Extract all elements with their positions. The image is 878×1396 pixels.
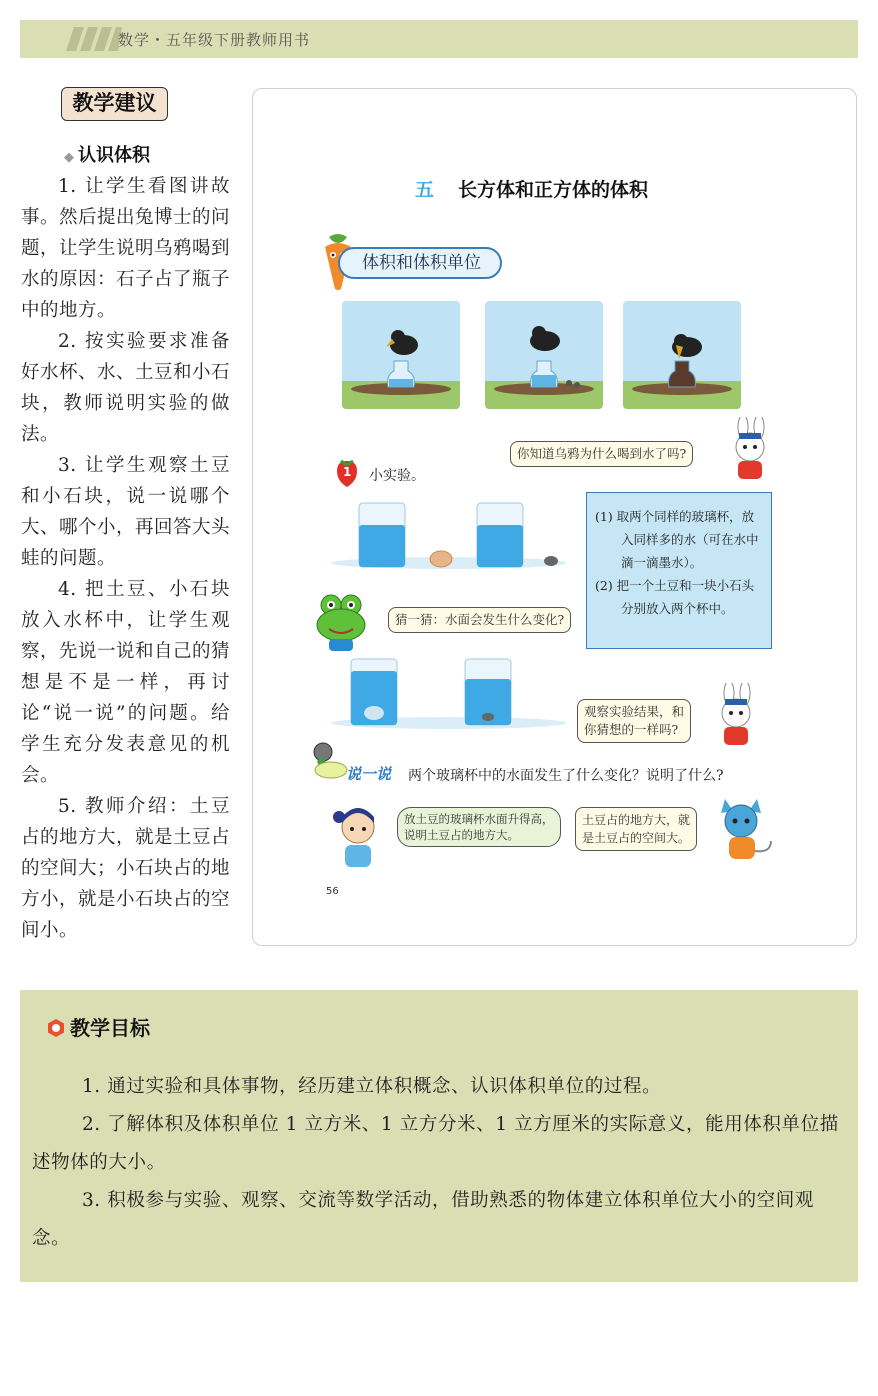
frog-mascot-icon	[313, 591, 369, 653]
speech-bubble-girl	[397, 807, 561, 847]
teaching-suggestion-tag: 教学建议	[61, 87, 168, 121]
bubble-line: 说明土豆占的地方大。	[404, 828, 519, 842]
rabbit-doctor-icon	[725, 417, 775, 485]
experiment-label: 小实验。	[369, 468, 425, 484]
teaching-goals-box	[20, 990, 858, 1282]
suggestion-paragraph: 4. 把土豆、小石块放入水杯中，让学生观察，先说一说和自己的猜想是不是一样，再讨论“说一说”的问题。给学生充分发表意见的机会。	[21, 579, 231, 786]
cups-after-experiment	[329, 655, 569, 735]
diamond-icon: ◆	[64, 150, 74, 165]
discussion-question: 两个玻璃杯中的水面发生了什么变化？说明了什么?	[408, 768, 724, 784]
goal-item: 2. 了解体积及体积单位 1 立方米、1 立方分米、1 立方厘米的实际意义，能用体积单位描述物体的大小。	[32, 1114, 839, 1173]
speech-bubble-frog: 猜一猜：水面会发生什么变化?	[388, 607, 571, 633]
stripes-decoration-icon	[66, 27, 122, 51]
section-title: 体积和体积单位	[338, 247, 502, 279]
textbook-page	[252, 88, 857, 946]
goal-item: 1. 通过实验和具体事物，经历建立体积概念、认识体积单位的过程。	[81, 1076, 662, 1097]
speech-bubble-rabbit-result	[577, 699, 691, 743]
speech-bubble-crow-question: 你知道乌鸦为什么喝到水了吗?	[510, 441, 693, 467]
blue-cat-mascot-icon	[713, 793, 777, 865]
book-title: 数学・五年级下册教师用书	[118, 31, 311, 49]
unit-title	[415, 175, 648, 202]
experiment-instructions	[586, 492, 772, 649]
suggestion-paragraph: 3. 让学生观察土豆和小石块，说一说哪个大、哪个小，再回答大头蛙的问题。	[21, 455, 231, 569]
bubble-line: 是土豆占的空间大。	[582, 831, 691, 845]
subheading-label: 认识体积	[78, 145, 150, 166]
bubble-line: 放土豆的玻璃杯水面升得高，	[404, 812, 554, 826]
subheading	[64, 141, 150, 167]
crow-scene-1	[342, 301, 460, 409]
unit-number: 五	[415, 179, 435, 201]
crow-scene-2	[485, 301, 603, 409]
bubble-line: 土豆占的地方大，就	[582, 813, 691, 827]
suggestion-paragraph: 1. 让学生看图讲故事。然后提出兔博士的问题，让学生说明乌鸦喝到水的原因：石子占了瓶子中的地方。	[21, 176, 231, 321]
goal-item: 3. 积极参与实验、观察、交流等数学活动，借助熟悉的物体建立体积单位大小的空间观念。	[32, 1190, 814, 1249]
rabbit-mascot-icon	[711, 683, 761, 751]
unit-title-text: 长方体和正方体的体积	[458, 179, 649, 201]
crow-scene-3	[623, 301, 741, 409]
hexagon-bullet-icon	[46, 1018, 66, 1038]
experiment-badge-number: 1	[343, 465, 352, 479]
suggestion-text	[21, 171, 230, 946]
cups-before-experiment	[329, 497, 569, 577]
shuo-yi-shuo-label: 说一说	[346, 765, 392, 783]
goals-title: 教学目标	[70, 1016, 150, 1040]
bubble-line: 你猜想的一样吗?	[584, 722, 679, 737]
instruction-step: (1) 取两个同样的玻璃杯，放入同样多的水（可在水中滴一滴墨水）。	[595, 509, 759, 570]
speech-bubble-cat	[575, 807, 697, 851]
goals-list	[32, 1068, 852, 1258]
page-header	[20, 20, 858, 58]
suggestion-paragraph: 5. 教师介绍：土豆占的地方大，就是土豆占的空间大；小石块占的地方小，就是小石块占的空间小。	[21, 796, 231, 941]
instruction-step: (2) 把一个土豆和一块小石头分别放入两个杯中。	[595, 578, 755, 616]
suggestion-paragraph: 2. 按实验要求准备好水杯、水、土豆和小石块，教师说明实验的做法。	[21, 331, 231, 445]
girl-mascot-icon	[331, 801, 385, 869]
bubble-line: 观察实验结果，和	[584, 704, 685, 719]
textbook-page-number: 56	[326, 886, 339, 897]
goals-heading	[46, 1012, 150, 1041]
